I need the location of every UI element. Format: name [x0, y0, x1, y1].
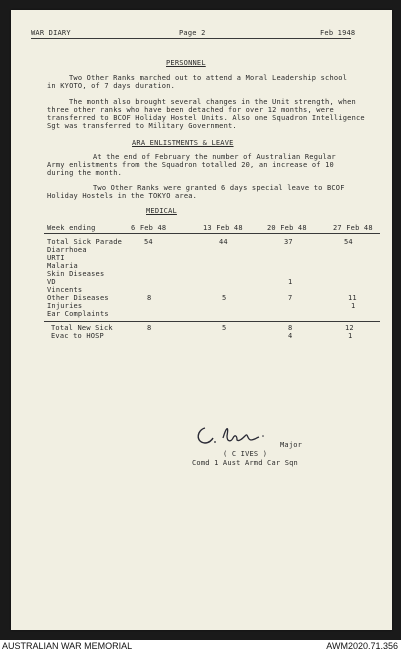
cell: 37	[284, 238, 293, 246]
ara-heading: ARA ENLISTMENTS & LEAVE	[132, 139, 234, 147]
col-header-week-4: 27 Feb 48	[333, 224, 373, 232]
personnel-p2-line: transferred to BCOF Holiday Hostel Units. Also one Squadron Intelligence	[47, 114, 365, 122]
personnel-p2-line: Sgt was transferred to Military Government.	[47, 122, 237, 130]
document-page	[11, 10, 392, 630]
ara-p1-line: during the month.	[47, 169, 123, 177]
cell: 5	[222, 294, 227, 302]
row-label: Ear Complaints	[47, 310, 109, 318]
row-label: Total New Sick	[51, 324, 113, 332]
personnel-p1-line: Two Other Ranks marched out to attend a Moral Leadership school	[69, 74, 348, 82]
header-rule	[31, 38, 351, 39]
signature-name: ( C IVES )	[223, 450, 268, 458]
personnel-heading: PERSONNEL	[166, 59, 206, 67]
row-label: Evac to HOSP	[51, 332, 104, 340]
totals-rule	[44, 321, 380, 322]
header-date: Feb 1948	[320, 29, 356, 37]
ara-p1-line: At the end of February the number of Australian Regular	[93, 153, 336, 161]
col-header-week-1: 6 Feb 48	[131, 224, 167, 232]
row-label: URTI	[47, 254, 65, 262]
personnel-p2-line: three other ranks who have been detached for over 12 months, were	[47, 106, 334, 114]
header-page: Page 2	[179, 29, 206, 37]
personnel-p2-line: The month also brought several changes in the Unit strength, when	[69, 98, 356, 106]
signature-appointment: Comd 1 Aust Armd Car Sqn	[192, 459, 298, 467]
cell: 8	[147, 294, 152, 302]
medical-heading: MEDICAL	[146, 207, 177, 215]
cell: 7	[288, 294, 293, 302]
header-left: WAR DIARY	[31, 29, 71, 37]
table-header-rule	[44, 233, 380, 234]
signature-rank: Major	[280, 441, 303, 449]
ara-p2-line: Holiday Hostels in the TOKYO area.	[47, 192, 198, 200]
cell: 44	[219, 238, 228, 246]
row-label: Malaria	[47, 262, 78, 270]
row-label: Vincents	[47, 286, 83, 294]
footer-reference: AWM2020.71.356	[326, 641, 398, 651]
col-header-week-2: 13 Feb 48	[203, 224, 243, 232]
footer-source: AUSTRALIAN WAR MEMORIAL	[2, 641, 133, 651]
row-label: Diarrhoea	[47, 246, 87, 254]
cell: 54	[144, 238, 153, 246]
ara-p1-line: Army enlistments from the Squadron totalled 20, an increase of 10	[47, 161, 334, 169]
col-header-week: Week ending	[47, 224, 96, 232]
cell: 11	[348, 294, 357, 302]
personnel-p1-line: in KYOTO, of 7 days duration.	[47, 82, 176, 90]
cell: 8	[288, 324, 293, 332]
cell: 12	[345, 324, 354, 332]
cell: 54	[344, 238, 353, 246]
cell: 1	[348, 332, 353, 340]
row-label: Other Diseases	[47, 294, 109, 302]
row-label: Skin Diseases	[47, 270, 105, 278]
cell: 8	[147, 324, 152, 332]
cell: 5	[222, 324, 227, 332]
cell: 4	[288, 332, 293, 340]
col-header-week-3: 20 Feb 48	[267, 224, 307, 232]
row-label: Injuries	[47, 302, 83, 310]
archive-footer	[0, 640, 401, 653]
cell: 1	[351, 302, 356, 310]
handwritten-signature	[193, 418, 273, 448]
row-label: Total Sick Parade	[47, 238, 123, 246]
row-label: VD	[47, 278, 56, 286]
cell: 1	[288, 278, 293, 286]
ara-p2-line: Two Other Ranks were granted 6 days special leave to BCOF	[93, 184, 345, 192]
